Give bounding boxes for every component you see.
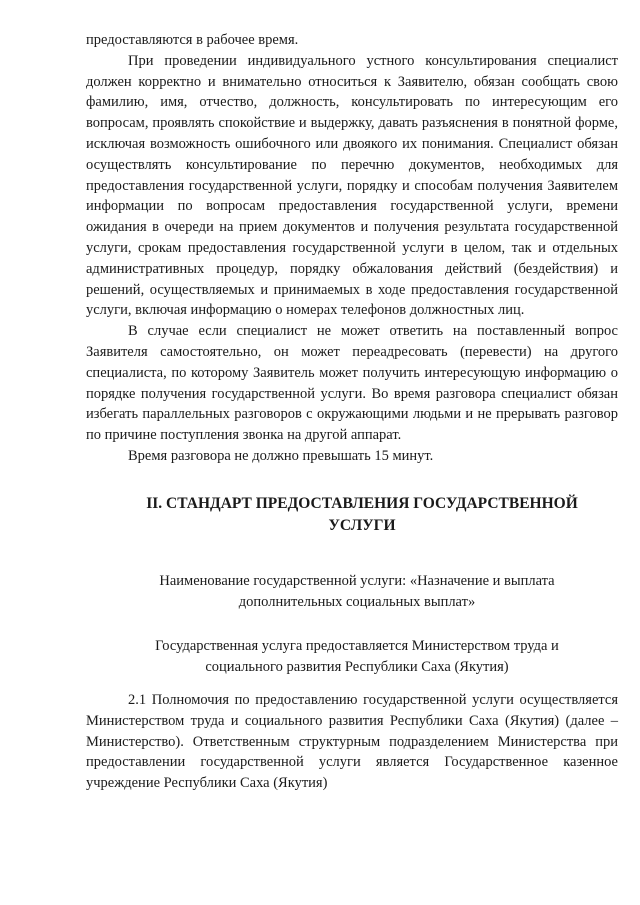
service-name-block [86, 571, 618, 613]
section-heading-line-1: II. СТАНДАРТ ПРЕДОСТАВЛЕНИЯ ГОСУДАРСТВЕННОЙ [146, 494, 578, 512]
service-name-line-1: Наименование государственной услуги: «Назначение и выплата [159, 572, 555, 589]
paragraph-consult-time: предоставляются в рабочее время. [86, 32, 299, 48]
paragraph-2-1: 2.1 Полномочия по предоставлению государственной услуги осуществляется Министерством труда и социального развития Республики Саха (Якутия) (далее – Министерство). Ответственным структурным подразделением Министерства при предоставлении государственной услуги является Государственное казенное учреждение Республики Саха (Якутия) [86, 691, 618, 792]
paragraph-individual-consulting: При проведении индивидуального устного консультирования специалист должен корректно и внимательно относиться к Заявителю, обязан сообщать свою фамилию, имя, отчество, должность, консультировать по интересующим его вопросам, проявлять спокойствие и выдержку, давать разъяснения в понятной форме, исключая возможность ошибочного или двоякого их понимания. Специалист обязан осуществлять консультирование по перечню документов, необходимых для предоставления государственной услуги, порядку и способам получения Заявителем информации по вопросам предоставления государственной услуги, времени ожидания в очереди на прием документов и получения результата государственной услуги, срокам предоставления государственной услуги в целом, так и отдельных административных процедур, порядку обжалования действий (бездействия) и решений, осуществляемых и принимаемых в ходе предоставления государственной услуги, включая информацию о номерах телефонов должностных лиц. [86, 52, 618, 319]
service-name-line-2: дополнительных социальных выплат» [238, 593, 476, 610]
service-provider-line-1: Государственная услуга предоставляется Министерством труда и [155, 638, 559, 655]
service-provider-block [86, 636, 618, 678]
service-provider-line-2: социального развития Республики Саха (Якутия) [205, 659, 509, 676]
section-heading-line-2: УСЛУГИ [328, 516, 396, 534]
paragraph-redirect: В случае если специалист не может ответить на поставленный вопрос Заявителя самостоятельно, он может переадресовать (перевести) на другого специалиста, по которому Заявитель может получить интересующую информацию о порядке получения государственной услуги. Во время разговора специалист обязан избегать параллельных разговоров с окружающими людьми и не прерывать разговор по причине поступления звонка на другой аппарат. [86, 323, 618, 444]
paragraph-call-duration: Время разговора не должно превышать 15 минут. [128, 447, 434, 464]
section-heading [86, 493, 618, 537]
